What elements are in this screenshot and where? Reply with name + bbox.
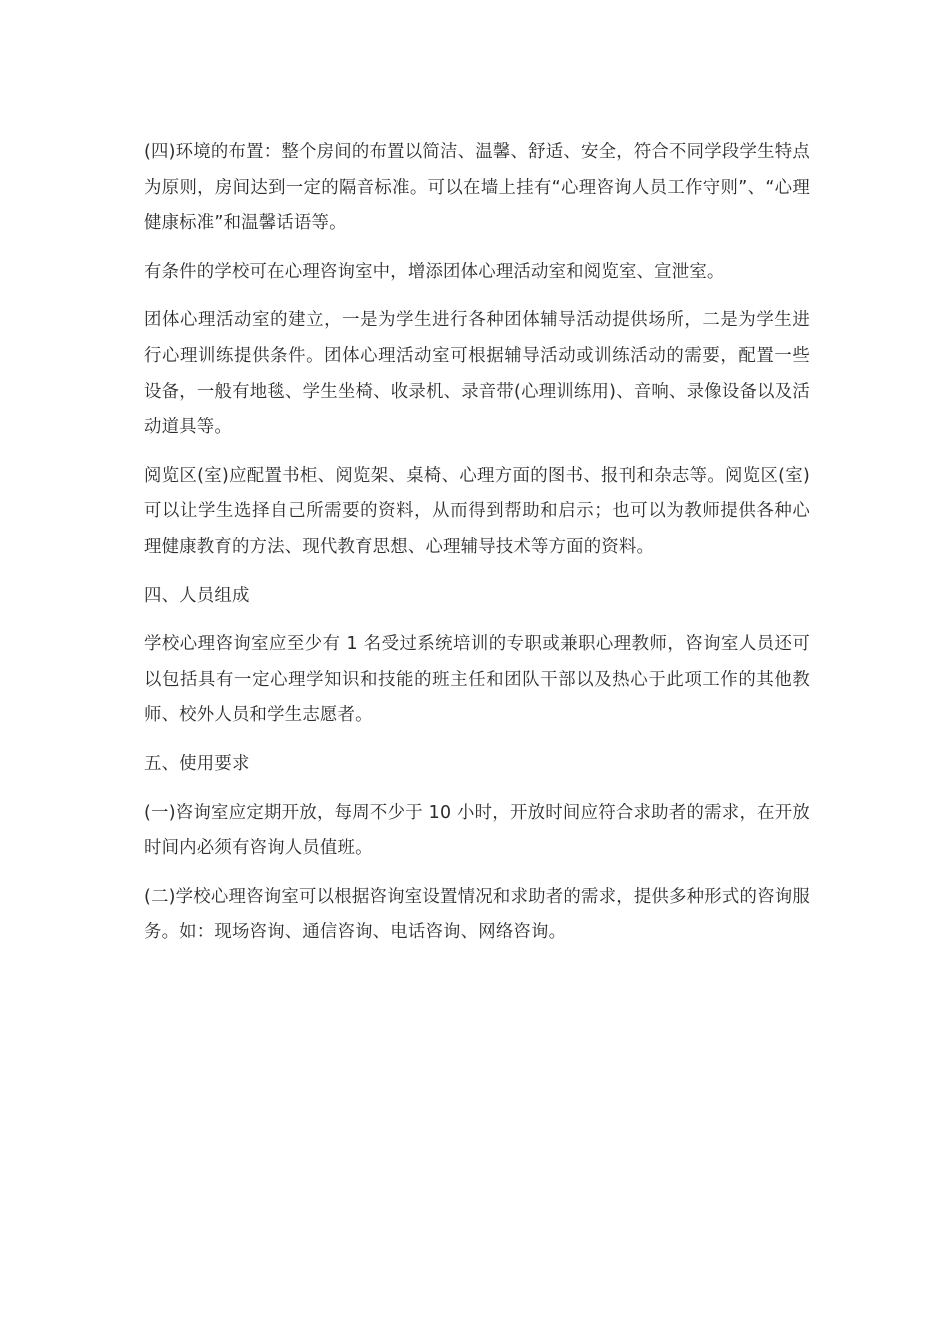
- paragraph-additional-rooms: 有条件的学校可在心理咨询室中，增添团体心理活动室和阅览室、宣泄室。: [144, 261, 725, 282]
- paragraph-reading-room: 阅览区(室)应配置书柜、阅览架、桌椅、心理方面的图书、报刊和杂志等。阅览区(室)可以让学生选择自己所需要的资料，从而得到帮助和启示；也可以为教师提供各种心理健康教育的方法、现代教育思想、心理辅导技术等方面的资料。: [144, 465, 810, 557]
- paragraph-staffing: 学校心理咨询室应至少有 1 名受过系统培训的专职或兼职心理教师，咨询室人员还可以包括具有一定心理学知识和技能的班主任和团队干部以及热心于此项工作的其他教师、校外人员和学生志愿者。: [144, 634, 810, 726]
- paragraph-environment-layout: (四)环境的布置：整个房间的布置以简洁、温馨、舒适、安全，符合不同学段学生特点为原则，房间达到一定的隔音标准。可以在墙上挂有“心理咨询人员工作守则”、“心理健康标准”和温馨话语等。: [144, 142, 810, 234]
- paragraph-group-activity-room: 团体心理活动室的建立，一是为学生进行各种团体辅导活动提供场所，二是为学生进行心理训练提供条件。团体心理活动室可根据辅导活动或训练活动的需要，配置一些设备，一般有地毯、学生坐椅、收录机、录音带(心理训练用)、音响、录像设备以及活动道具等。: [144, 310, 810, 438]
- paragraph-consultation-services: (二)学校心理咨询室可以根据咨询室设置情况和求助者的需求，提供多种形式的咨询服务。如：现场咨询、通信咨询、电话咨询、网络咨询。: [144, 886, 810, 943]
- section-heading-staffing: 四、人员组成: [144, 585, 250, 606]
- section-heading-usage-requirements: 五、使用要求: [144, 753, 250, 774]
- paragraph-opening-hours: (一)咨询室应定期开放，每周不少于 10 小时，开放时间应符合求助者的需求，在开放时间内必须有咨询人员值班。: [144, 802, 810, 859]
- document-page: [144, 135, 810, 964]
